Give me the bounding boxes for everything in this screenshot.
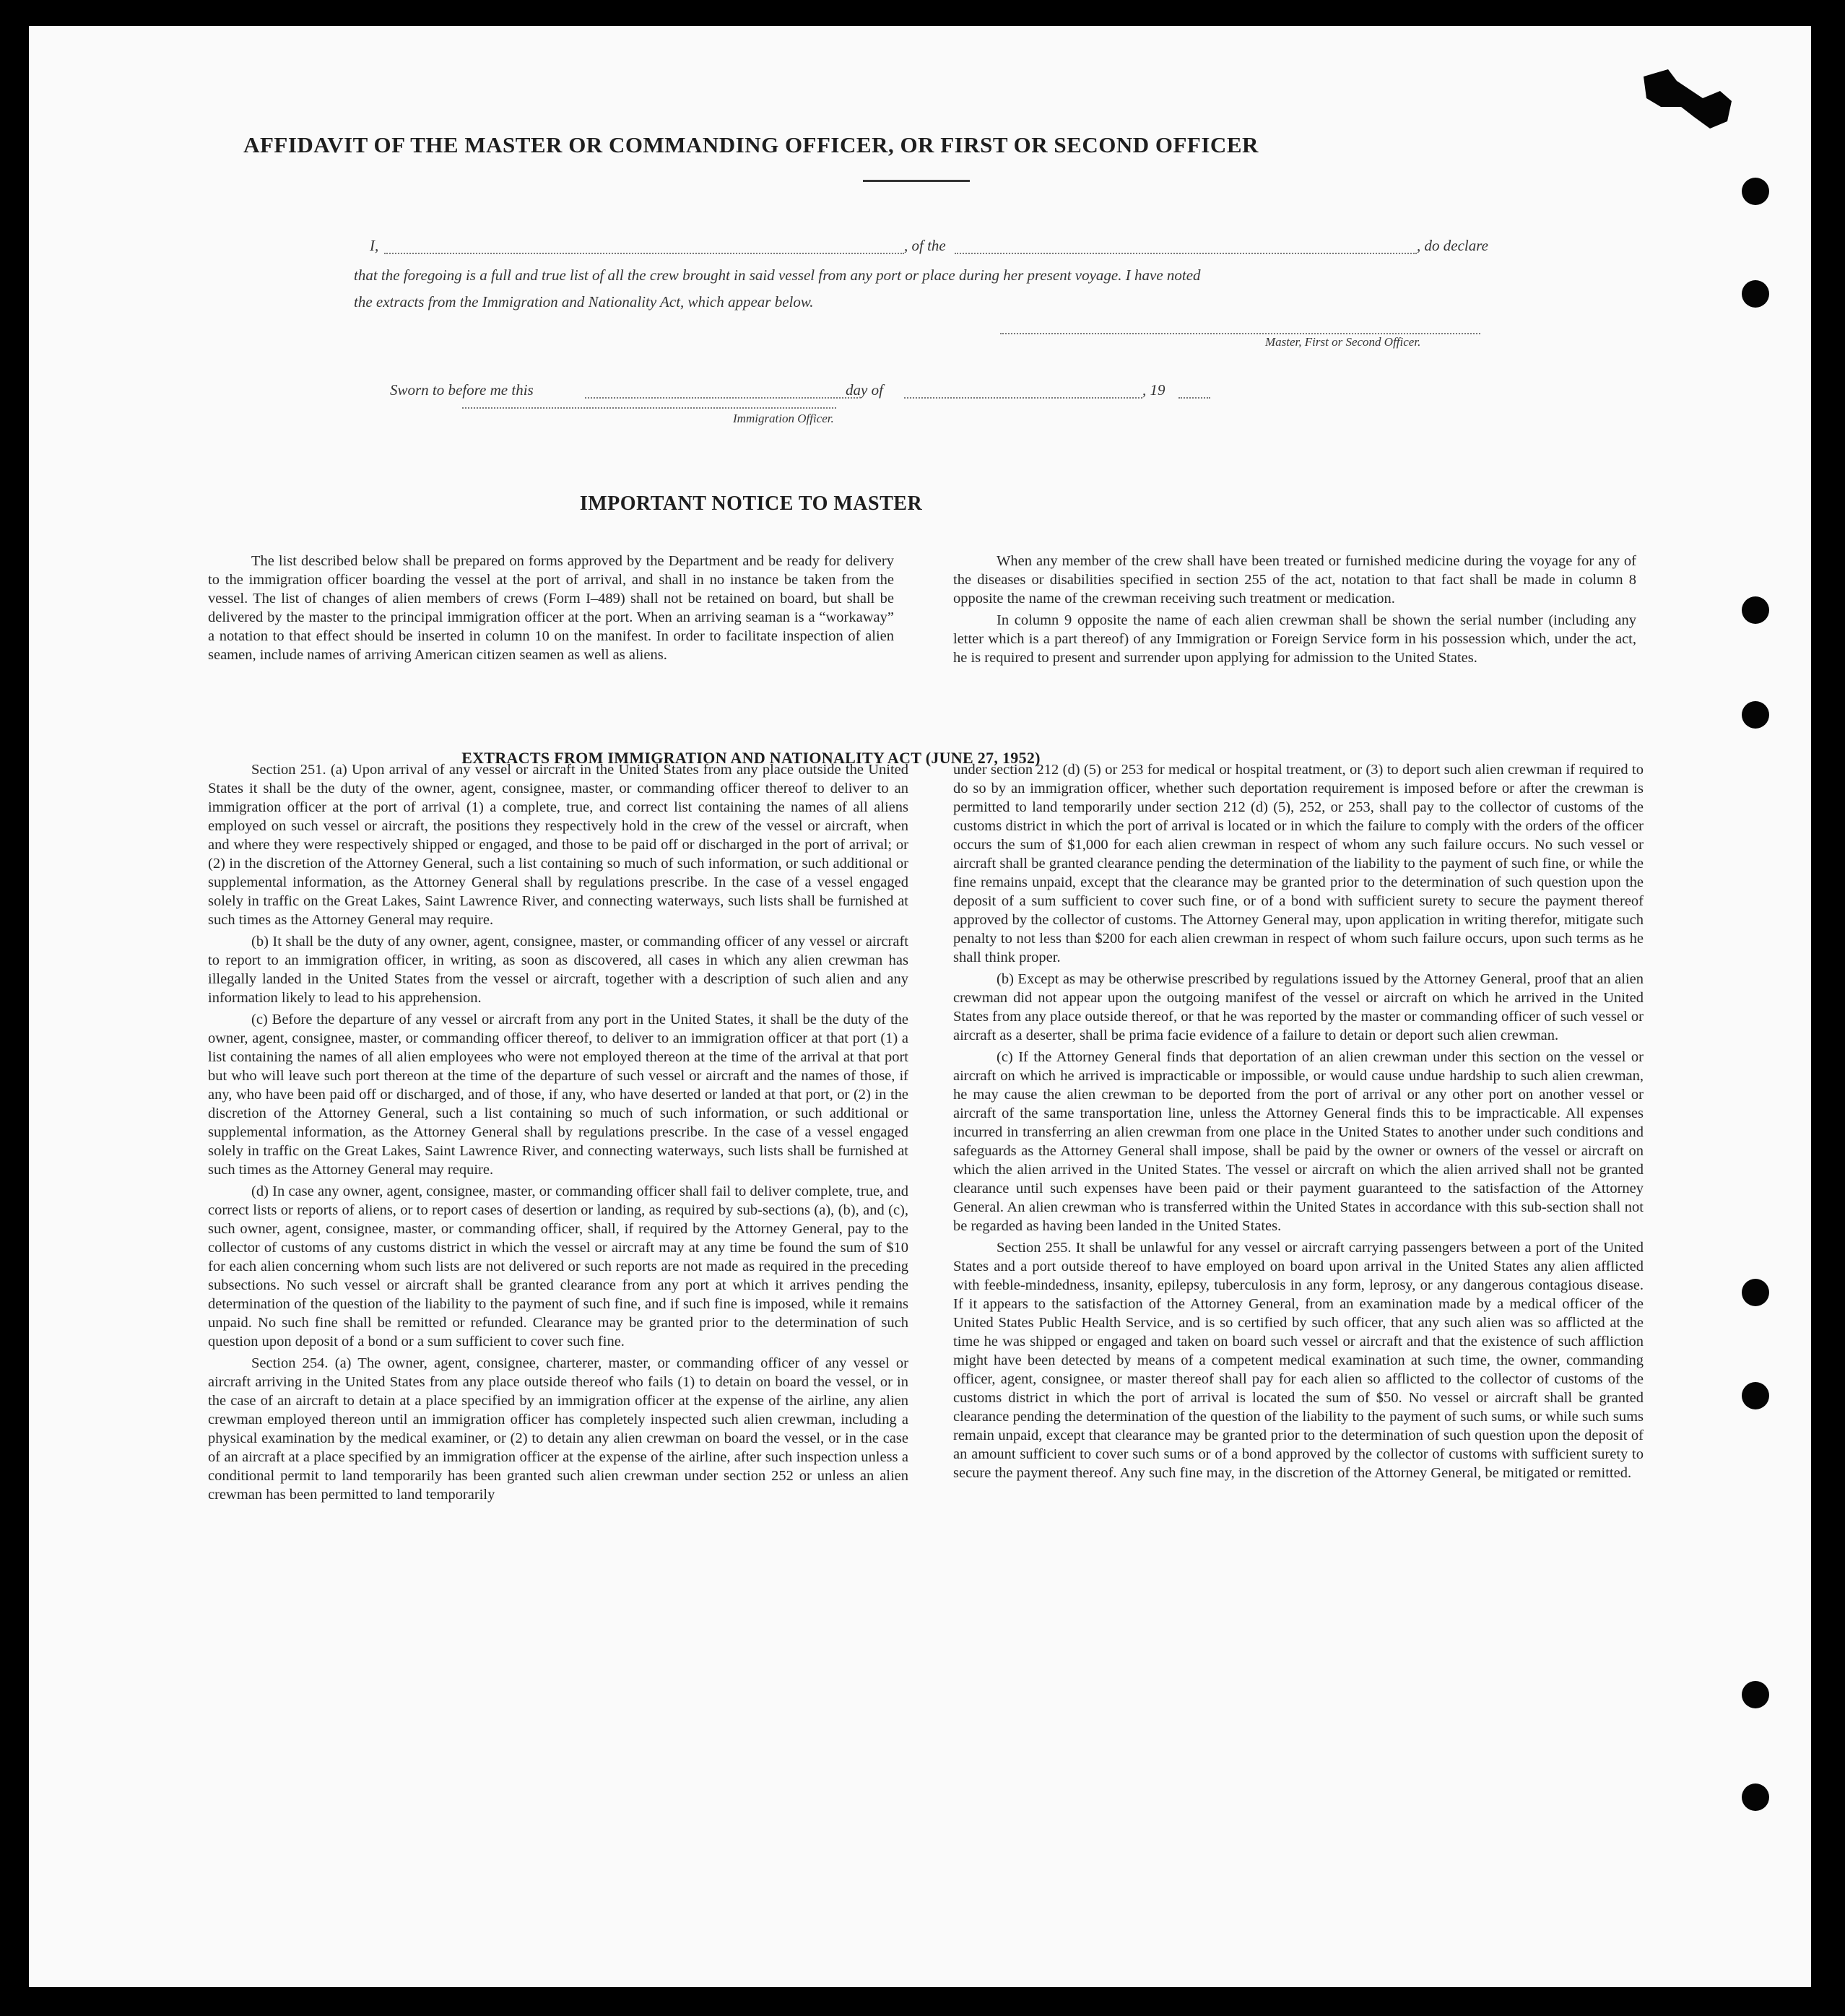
binder-hole [1742,1783,1769,1811]
affidavit-title: AFFIDAVIT OF THE MASTER OR COMMANDING OFFICER, OR FIRST OR SECOND OFFICER [243,132,1259,157]
affidavit-statement-line1: that the foregoing is a full and true list of all the crew brought in said vessel from any port or place during her present voyage. I have noted [354,266,1201,284]
binder-hole [1742,178,1769,205]
officer-signature-line [462,407,836,409]
sworn-year-field [1178,397,1210,399]
extracts-right-column [953,760,1644,1482]
section-251-d: (d) In case any owner, agent, consignee, master, or commanding officer shall fail to deliver complete, true, and correct lists or reports of aliens, or to report cases of desertion or landing, as required by sub-sections (a), (b), and (c), such owner, agent, consignee, master, or commanding officer, shall, if required by the Attorney General, pay to the collector of customs of any customs district in which the vessel or aircraft may at any time be found the sum of $10 for each alien concerning whom such lists are not delivered or such reports are not made as required in the preceding subsections. No such vessel or aircraft shall be granted clearance from any port at which it arrives pending the determination of the question of the liability to the payment of such fine, and if such fine is imposed, while it remains unpaid. No such fine shall be remitted or refunded. Clearance may be granted prior to the determination of such question upon deposit of a bond or a sum sufficient to cover such fine. [208,1183,908,1350]
notice-right-column [953,552,1636,667]
title-rule [863,180,970,182]
officer-caption: Immigration Officer. [733,412,834,425]
section-251-b: (b) It shall be the duty of any owner, agent, consignee, master, or commanding officer of any vessel or aircraft to report to an immigration officer, in writing, as soon as discovered, all cases in which any alien crewman has illegally landed in the United States from the vessel or aircraft, together with a description of such alien and any information likely to lead to his apprehension. [208,934,908,1006]
day-of-label: day of [846,381,883,399]
extracts-title: EXTRACTS FROM IMMIGRATION AND NATIONALITY ACT (JUNE 27, 1952) [461,749,1041,767]
of-the-label: , of the [904,237,946,254]
affidavit-statement-line2: the extracts from the Immigration and Nationality Act, which appear below. [354,293,814,310]
section-251-a: Section 251. (a) Upon arrival of any vessel or aircraft in the United States from any place outside the United States it shall be the duty of the owner, agent, consignee, master, or commanding officer thereof to deliver to an immigration officer at the port of arrival (1) a complete, true, and correct list containing the names of all aliens employed on such vessel or aircraft, the positions they respectively hold in the crew of the vessel or aircraft, when and where they were respectively shipped or engaged, and those to be paid off or discharged in the port of arrival; or (2) in the discretion of the Attorney General, such a list containing so much of such information, or such additional or supplemental information, as the Attorney General shall by regulations prescribe. In the case of a vessel engaged solely in traffic on the Great Lakes, Saint Lawrence River, and connecting waterways, such lists shall be furnished at such times as the Attorney General may require. [208,762,908,928]
section-255: Section 255. It shall be unlawful for any vessel or aircraft carrying passengers between a port of the United States and a port outside thereof to have employed on board upon arrival in the United States any alien afflicted with feeble-mindedness, insanity, epilepsy, tuberculosis in any form, leprosy, or any dangerous contagious disease. If it appears to the satisfaction of the Attorney General, from an examination made by a medical officer of the United States Public Health Service, and is so certified by such officer, that any such alien was so afflicted at the time he was shipped or engaged and taken on board such vessel or aircraft and that the existence of such affliction might have been detected by means of a competent medical examination at such time, the owner, commanding officer, agent, consignee, or master thereof shall pay for each alien so afflicted to the collector of customs of the customs district in which the port of arrival is located the sum of $50. No vessel or aircraft shall be granted clearance pending the determination of the question of the liability to the payment of such sums, or while such sums remain unpaid, except that clearance may be granted prior to the determination of such question upon the deposit of an amount sufficient to cover such sums or of a bond approved by the collector of customs with sufficient surety to secure the payment thereof. Any such fine may, in the discretion of the Attorney General, be mitigated or remitted. [953,1240,1644,1481]
year-label: , 19 [1142,381,1165,399]
name-field [384,253,904,254]
binder-hole [1742,1279,1769,1306]
do-declare-label: , do declare [1417,237,1488,254]
sworn-month-field [904,397,1142,399]
binder-hole [1742,701,1769,729]
binder-hole [1742,596,1769,624]
notice-right-paragraph-1: When any member of the crew shall have been treated or furnished medicine during the voyage for any of the diseases or disabilities specified in section 255 of the act, notation to that fact shall be made in column 8 opposite the name of the crewman receiving such treatment or medication. [953,553,1636,607]
section-254-a-continued: under section 212 (d) (5) or 253 for medical or hospital treatment, or (3) to deport such alien crewman if required to do so by an immigration officer, whether such deportation requirement is imposed before or after the crewman is permitted to land temporarily under section 212 (d) (5), 252, or 253, shall pay to the collector of customs of the customs district in which the port of arrival is located or in which the failure to comply with the orders of the officer occurs the sum of $1,000 for each alien crewman in respect of whom any such failure occurs. No such vessel or aircraft shall be granted clearance pending the determination of the liability to the payment of such fine, or while the fine remains unpaid, except that the clearance may be granted prior to the determination of such question upon the deposit of a sum sufficient to cover such fine, or of a bond with sufficient surety to secure the payment thereof approved by the collector of customs. The Attorney General may, upon application in writing therefor, mitigate such penalty to not less than $200 for each alien crewman in respect of whom such failure occurs, upon such terms as he shall think proper. [953,762,1644,965]
notice-left-paragraph: The list described below shall be prepared on forms approved by the Department and be ready for delivery to the immigration officer boarding the vessel at the port of arrival, and shall in no instance be taken from the vessel. The list of changes of alien members of crews (Form I–489) shall not be retained on board, but shall be delivered by the master to the principal immigration officer at the port. When an arriving seaman is a “workaway” a notation to that effect should be inserted in column 10 on the manifest. In order to facilitate inspection of alien seamen, include names of arriving American citizen seamen as well as aliens. [208,553,894,663]
vessel-field [955,253,1417,254]
section-254-b: (b) Except as may be otherwise prescribed by regulations issued by the Attorney General, proof that an alien crewman did not appear upon the outgoing manifest of the vessel or aircraft on which he arrived in the United States from any place outside thereof, or that he was reported by the master or commanding officer of such vessel or aircraft as a deserter, shall be prima facie evidence of a failure to detain or deport such alien crewman. [953,971,1644,1043]
extracts-left-column [208,760,908,1504]
document-page [29,26,1811,1987]
notice-title: IMPORTANT NOTICE TO MASTER [579,492,923,515]
notice-right-paragraph-2: In column 9 opposite the name of each alien crewman shall be shown the serial number (including any letter which is a part thereof) of any Immigration or Foreign Service form in his possession which, under the act, he is required to present and surrender upon applying for admission to the United States. [953,612,1636,666]
master-signature-line [1000,333,1480,334]
section-251-c: (c) Before the departure of any vessel or aircraft from any port in the United States, it shall be the duty of the owner, agent, consignee, master, or commanding officer thereof, to deliver to an immigration officer at that port (1) a list containing the names of all alien employees who were not employed thereon at the time of the arrival at that port but who will leave such port thereon at the time of the departure of such vessel or aircraft and the names of those, if any, who have been paid off or discharged, and of those, if any, who have deserted or landed at that port, or (2) in the discretion of the Attorney General, such a list containing so much of such information, or such additional or supplemental information, as the Attorney General shall by regulations prescribe. In the case of a vessel engaged solely in traffic on the Great Lakes, Saint Lawrence River, and connecting waterways, such lists shall be furnished at such times as the Attorney General may require. [208,1012,908,1178]
binder-hole [1742,1382,1769,1409]
binder-hole [1742,1681,1769,1708]
sworn-day-field [585,397,858,399]
notice-left-column [208,552,894,664]
section-254-c: (c) If the Attorney General finds that deportation of an alien crewman under this section on the vessel or aircraft on which he arrived is impracticable or impossible, or would cause undue hardship to such alien crewman, he may cause the alien crewman to be deported from the port of arrival or any other port on another vessel or aircraft of the same transportation line, unless the Attorney General finds this to be impracticable. All expenses incurred in transferring an alien crewman from one place in the United States to another under such conditions and safeguards as the Attorney General shall impose, shall be paid by the owner or owners of the vessel or aircraft on which the alien arrived in the United States. The vessel or aircraft on which the alien arrived shall not be granted clearance until such expenses have been paid or their payment guaranteed to the satisfaction of the Attorney General. An alien crewman who is transferred within the United States in accordance with this sub-section shall not be regarded as having been landed in the United States. [953,1049,1644,1234]
binder-hole [1742,280,1769,308]
sworn-label: Sworn to before me this [390,381,534,399]
master-caption: Master, First or Second Officer. [1265,335,1421,349]
i-label: I, [370,237,379,254]
section-254-a: Section 254. (a) The owner, agent, consignee, charterer, master, or commanding officer of any vessel or aircraft arriving in the United States from any place outside thereof who fails (1) to detain on board the vessel, or in the case of an aircraft to detain at a place specified by an immigration officer at the expense of the airline, any alien crewman employed thereon until an immigration officer has completely inspected such alien crewman, including a physical examination by the medical examiner, or (2) to detain any alien crewman on board the vessel, or in the case of an aircraft at a place specified by an immigration officer at the expense of the airline, after such inspection unless a conditional permit to land temporarily has been granted such alien crewman under section 252 or unless an alien crewman has been permitted to land temporarily [208,1355,908,1503]
torn-corner-blot [1639,55,1740,134]
